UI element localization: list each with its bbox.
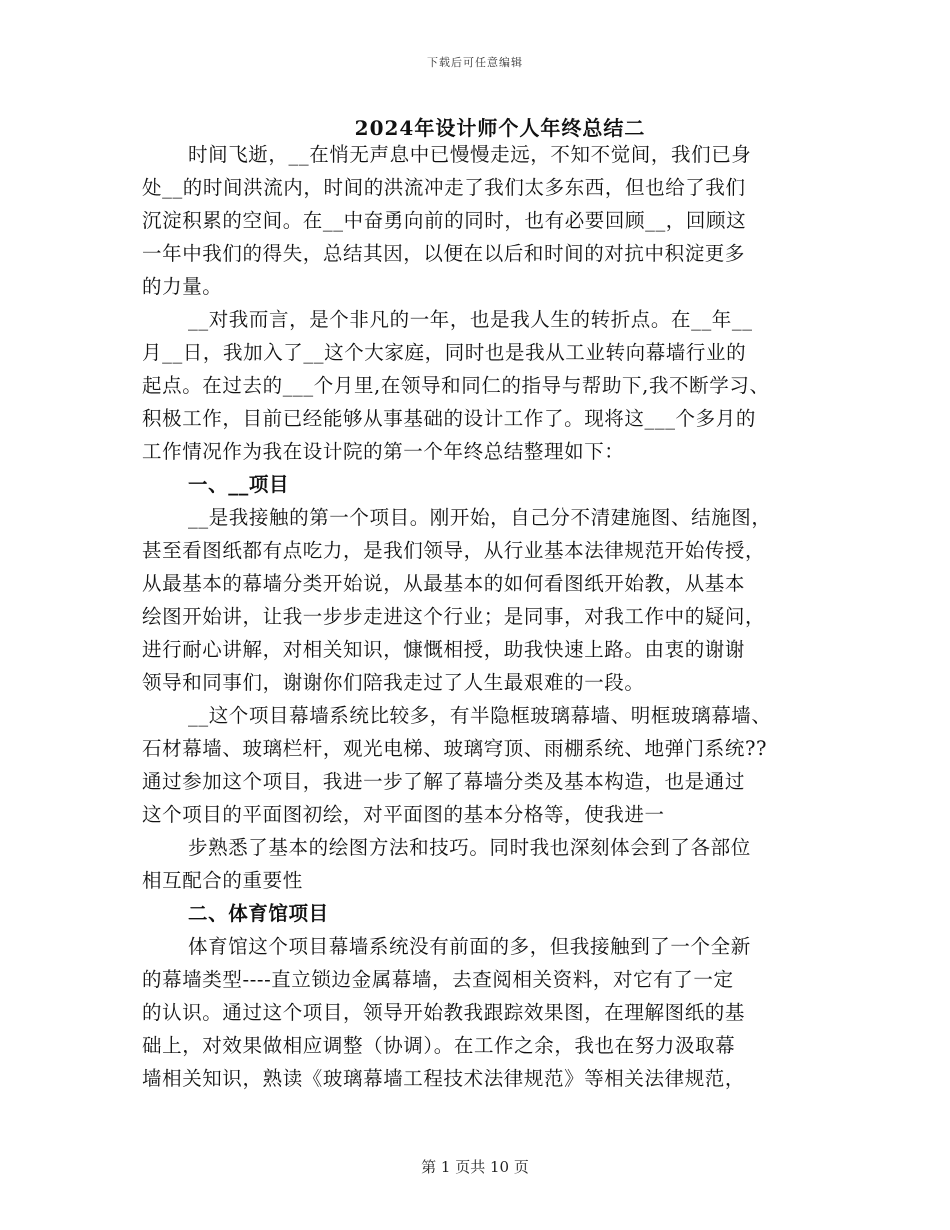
section-heading: 二、体育馆项目: [188, 902, 329, 925]
body-text-line: 领导和同事们，谢谢你们陪我走过了人生最艰难的一段。: [142, 671, 645, 694]
body-text-line: 工作情况作为我在设计院的第一个年终总结整理如下：: [142, 440, 625, 463]
body-text-line: 处__的时间洪流内，时间的洪流冲走了我们太多东西，但也给了我们: [142, 176, 746, 199]
body-text-line: 沉淀积累的空间。在__中奋勇向前的同时，也有必要回顾__，回顾这: [142, 209, 747, 232]
body-text-line: 体育馆这个项目幕墙系统没有前面的多，但我接触到了一个全新: [188, 935, 751, 958]
body-text-line: 通过参加这个项目，我进一步了解了幕墙分类及基本构造，也是通过: [142, 770, 746, 793]
body-text-line: __是我接触的第一个项目。刚开始，自己分不清建施图、结施图，: [188, 506, 772, 529]
body-text-line: 这个项目的平面图初绘，对平面图的基本分格等，使我进一: [142, 803, 665, 826]
body-text-line: 积极工作，目前已经能够从事基础的设计工作了。现将这___个多月的: [142, 407, 756, 430]
body-text-line: 绘图开始讲，让我一步步走进这个行业；是同事，对我工作中的疑问，: [142, 605, 766, 628]
body-text-line: 步熟悉了基本的绘图方法和技巧。同时我也深刻体会到了各部位: [188, 836, 751, 859]
page-footer: 第 1 页共 10 页: [421, 1158, 529, 1176]
body-text-line: 的力量。: [142, 275, 223, 298]
document-body: [142, 138, 812, 1095]
body-text-line: 进行耐心讲解，对相关知识，慷慨相授，助我快速上路。由衷的谢谢: [142, 638, 746, 661]
body-text-line: 从最基本的幕墙分类开始说，从最基本的如何看图纸开始教，从基本: [142, 572, 746, 595]
body-text-line: 月__日，我加入了__这个大家庭，同时也是我从工业转向幕墙行业的: [142, 341, 747, 364]
body-text-line: 一年中我们的得失，总结其因，以便在以后和时间的对抗中积淀更多: [142, 242, 746, 265]
body-text-line: 石材幕墙、玻璃栏杆，观光电梯、玻璃穹顶、雨棚系统、地弹门系统??: [142, 737, 768, 760]
body-text-line: 础上，对效果做相应调整（协调）。在工作之余，我也在努力汲取幕: [142, 1034, 736, 1057]
body-text-line: 的幕墙类型----直立锁边金属幕墙，去查阅相关资料，对它有了一定: [142, 968, 734, 991]
body-text-line: 时间飞逝，__在悄无声息中已慢慢走远，不知不觉间，我们已身: [188, 143, 752, 166]
body-text-line: 的认识。通过这个项目，领导开始教我跟踪效果图，在理解图纸的基: [142, 1001, 746, 1024]
body-text-line: 甚至看图纸都有点吃力，是我们领导，从行业基本法律规范开始传授，: [142, 539, 766, 562]
header-note: 下载后可任意编辑: [427, 56, 523, 69]
body-text-line: __对我而言，是个非凡的一年，也是我人生的转折点。在__年__: [188, 308, 753, 331]
body-text-line: 墙相关知识，熟读《玻璃幕墙工程技术法律规范》等相关法律规范，: [142, 1067, 746, 1090]
section-heading: 一、__项目: [188, 473, 290, 496]
document-title: 2024年设计师个人年终总结二: [354, 116, 646, 140]
body-text-line: 起点。在过去的___个月里,在领导和同仁的指导与帮助下,我不断学习、: [142, 374, 770, 397]
body-text-line: 相互配合的重要性: [142, 869, 303, 892]
body-text-line: __这个项目幕墙系统比较多，有半隐框玻璃幕墙、明框玻璃幕墙、: [188, 704, 772, 727]
